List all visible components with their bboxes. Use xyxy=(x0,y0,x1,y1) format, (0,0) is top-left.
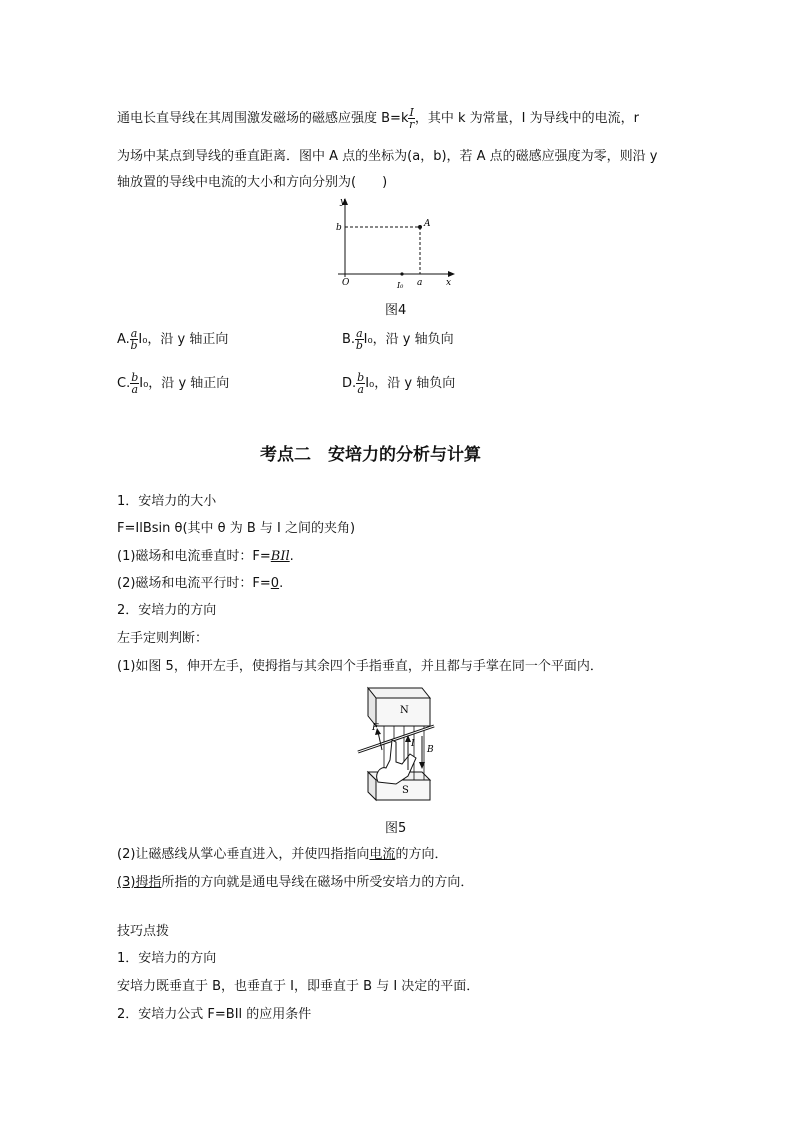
problem-line-1 xyxy=(117,107,639,130)
figure-4-origin-label: O xyxy=(342,278,350,288)
current-underlined: 电流 xyxy=(369,847,396,862)
thumb-underlined: (3)拇指 xyxy=(117,875,162,890)
figure-5-n-label: N xyxy=(400,705,409,716)
figure-5-left-hand-rule xyxy=(350,680,440,805)
heading-ampere-force-direction: 2．安培力的方向 xyxy=(117,603,217,618)
problem-line-3: 轴放置的导线中电流的大小和方向分别为( ) xyxy=(117,175,388,190)
option-b xyxy=(342,328,454,351)
rule-step-2: (2)让磁感线从掌心垂直进入，并使四指指向电流的方向． xyxy=(117,847,448,862)
parallel-case: (2)磁场和电流平行时：F=0. xyxy=(117,576,284,591)
figure-5-i-label: I xyxy=(411,739,415,749)
option-a-prefix: A. xyxy=(117,332,130,347)
option-c-text: I₀，沿 y 轴正向 xyxy=(139,376,230,391)
option-b-fraction: $\frac{a}{b}$ xyxy=(355,327,363,352)
problem-line-2: 为场中某点到导线的垂直距离．图中 A 点的坐标为(a，b)，若 A 点的磁感应强度为零，则沿 y xyxy=(117,149,658,164)
fraction-i-over-r: $\frac{I}{r}$ xyxy=(409,106,415,131)
option-c-fraction: $\frac{b}{a}$ xyxy=(131,371,139,396)
option-a xyxy=(117,328,228,351)
figure-4-graph xyxy=(330,192,460,292)
problem-line-1-start: 通电长直导线在其周围激发磁场的磁感应强度 B=k xyxy=(117,111,409,126)
option-c-prefix: C. xyxy=(117,376,131,391)
option-a-text: I₀，沿 y 轴正向 xyxy=(138,332,229,347)
tips-heading: 技巧点拨 xyxy=(117,924,170,939)
section-title: 考点二 安培力的分析与计算 xyxy=(260,445,481,465)
perpendicular-case: (1)磁场和电流垂直时：F=BIl. xyxy=(117,549,294,564)
formula-line: F=IlBsin θ(其中 θ 为 B 与 I 之间的夹角) xyxy=(117,521,356,536)
problem-line-1-end: ，其中 k 为常量，I 为导线中的电流，r xyxy=(414,111,639,126)
figure-4-point-label: A xyxy=(424,219,431,229)
figure-5-caption: 图5 xyxy=(385,821,407,836)
figure-4-a-label: a xyxy=(417,278,423,288)
rule-step-1: (1)如图 5，伸开左手，使拇指与其余四个手指垂直，并且都与手掌在同一个平面内． xyxy=(117,659,603,674)
option-d xyxy=(342,372,455,395)
figure-4-b-label: b xyxy=(336,223,342,233)
tips-direction-text: 安培力既垂直于 B，也垂直于 I，即垂直于 B 与 I 决定的平面． xyxy=(117,979,480,994)
left-hand-rule-label: 左手定则判断： xyxy=(117,631,209,646)
answer-zero: 0 xyxy=(270,576,280,591)
figure-5-f-label: F xyxy=(372,723,379,733)
figure-4-caption: 图4 xyxy=(385,303,407,318)
figure-5-b-label: B xyxy=(427,745,434,755)
option-d-fraction: $\frac{b}{a}$ xyxy=(357,371,365,396)
option-c xyxy=(117,372,229,395)
tips-direction-heading: 1．安培力的方向 xyxy=(117,951,217,966)
answer-bil: BIl xyxy=(270,549,290,564)
figure-4-x-label: x xyxy=(446,278,452,288)
option-b-prefix: B. xyxy=(342,332,356,347)
rule-step-3: (3)拇指所指的方向就是通电导线在磁场中所受安培力的方向． xyxy=(117,875,474,890)
option-a-fraction: $\frac{a}{b}$ xyxy=(130,327,138,352)
tips-formula-condition-heading: 2．安培力公式 F=BIl 的应用条件 xyxy=(117,1007,312,1022)
figure-4-i0-label: I₀ xyxy=(397,281,404,290)
option-b-text: I₀，沿 y 轴负向 xyxy=(363,332,454,347)
option-d-prefix: D. xyxy=(342,376,357,391)
heading-ampere-force-magnitude: 1．安培力的大小 xyxy=(117,494,217,509)
option-d-text: I₀，沿 y 轴负向 xyxy=(365,376,456,391)
figure-4-y-label: y xyxy=(340,197,346,207)
figure-5-s-label: S xyxy=(402,785,409,796)
